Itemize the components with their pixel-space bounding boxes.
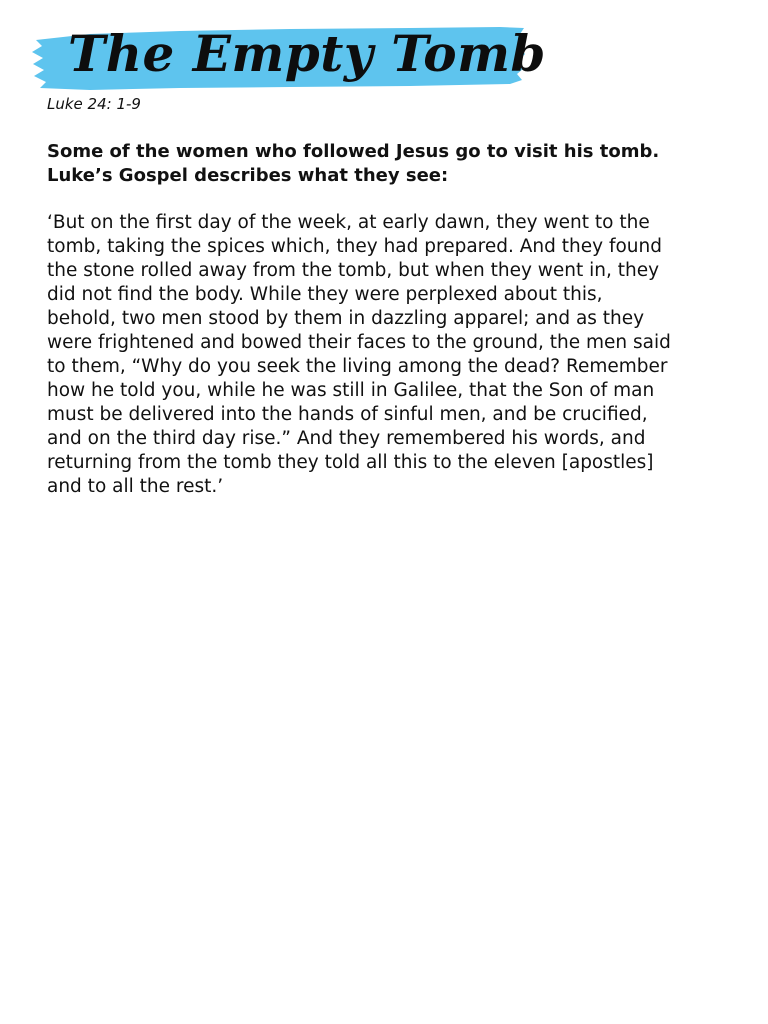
passage-line: were frightened and bowed their faces to the ground, the men said	[47, 332, 671, 353]
page-title: The Empty Tomb	[68, 24, 546, 83]
passage-line: tomb, taking the spices which, they had prepared. And they found	[47, 236, 662, 257]
passage-line: did not find the body. While they were perplexed about this,	[47, 284, 603, 305]
passage-line: the stone rolled away from the tomb, but when they went in, they	[47, 260, 660, 281]
passage-line: how he told you, while he was still in Galilee, that the Son of man	[47, 380, 655, 401]
intro-paragraph	[47, 140, 727, 188]
scripture-passage	[47, 211, 727, 499]
scripture-reference: Luke 24: 1-9	[47, 95, 141, 113]
passage-line: must be delivered into the hands of sinful men, and be crucified,	[47, 404, 648, 425]
passage-line: returning from the tomb they told all this to the eleven [apostles]	[47, 452, 654, 473]
passage-line: ‘But on the first day of the week, at early dawn, they went to the	[47, 212, 650, 233]
intro-line: Some of the women who followed Jesus go to visit his tomb.	[47, 141, 660, 162]
passage-line: to them, “Why do you seek the living among the dead? Remember	[47, 356, 668, 377]
passage-line: behold, two men stood by them in dazzling apparel; and as they	[47, 308, 645, 329]
intro-line: Luke’s Gospel describes what they see:	[47, 165, 449, 186]
passage-line: and on the third day rise.” And they remembered his words, and	[47, 428, 646, 449]
title-banner	[30, 20, 546, 92]
passage-line: and to all the rest.’	[47, 476, 224, 497]
